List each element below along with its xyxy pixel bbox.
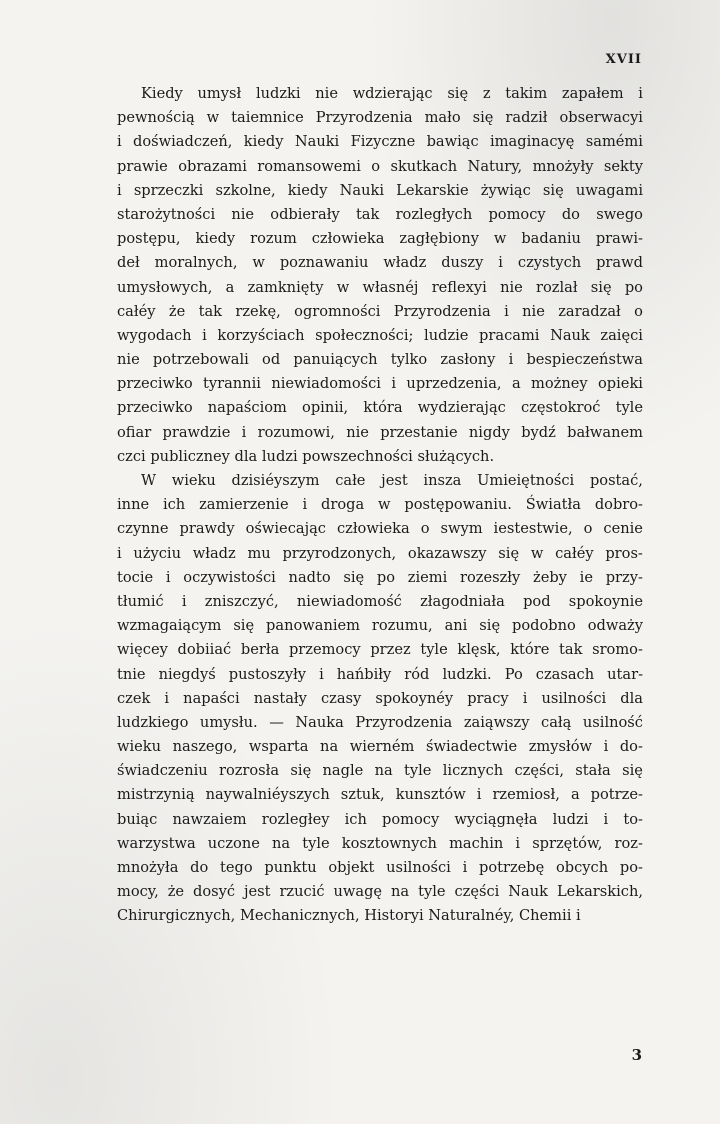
text-line: tocie i oczywistości nadto się po ziemi rozeszły żeby ie przy- xyxy=(117,568,643,586)
text-line: czci publiczney dla ludzi powszechności służących. xyxy=(117,447,495,465)
text-line: wzmagaiącym się panowaniem rozumu, ani się podobno odważy xyxy=(117,617,643,635)
text-line: wieku naszego, wsparta na wierném świadectwie zmysłów i do- xyxy=(117,738,643,756)
text-line: przeciwko tyrannii niewiadomości i uprzedzenia, a możney opieki xyxy=(117,375,643,393)
text-line: mnożyła do tego punktu objekt usilności i potrzebę obcych po- xyxy=(117,859,643,876)
text-line: i doświadczeń, kiedy Nauki Fizyczne bawiąc imaginacyę samémi xyxy=(117,133,643,151)
text-line: mistrzynią naywalniéyszych sztuk, kunsztów i rzemiosł, a potrze- xyxy=(117,786,643,804)
text-line: Kiedy umysł ludzki nie wdzierając się z takim zapałem i xyxy=(141,85,643,102)
page-number: 3 xyxy=(631,1046,642,1064)
text-line: prawie obrazami romansowemi o skutkach Natury, mnożyły sekty xyxy=(117,157,643,175)
paragraph-2 xyxy=(117,469,643,929)
paragraph-1 xyxy=(117,82,643,469)
text-line: inne ich zamierzenie i droga w postępowaniu. Światła dobro- xyxy=(117,496,643,514)
text-line: deł moralnych, w poznawaniu władz duszy i czystych prawd xyxy=(117,254,643,272)
text-line: Chirurgicznych, Mechanicznych, Historyi Naturalnéy, Chemii i xyxy=(117,907,581,925)
text-line: czek i napaści nastały czasy spokoynéy pracy i usilności dla xyxy=(117,689,643,707)
text-line: nie potrzebowali od panuiących tylko zasłony i bespieczeństwa xyxy=(117,351,643,369)
text-line: W wieku dzisiéyszym całe jest insza Umieiętności postać, xyxy=(141,472,643,489)
text-line: i sprzeczki szkolne, kiedy Nauki Lekarskie żywiąc się uwagami xyxy=(117,181,643,199)
text-line: ludzkiego umysłu. — Nauka Przyrodzenia zaiąwszy całą usilność xyxy=(117,713,643,731)
text-line: i użyciu władz mu przyrodzonych, okazawszy się w całéy pros- xyxy=(117,544,643,562)
text-line: warzystwa uczone na tyle kosztownych machin i sprzętów, roz- xyxy=(117,834,643,852)
text-line: czynne prawdy oświecając człowieka o swym iestestwie, o cenie xyxy=(117,520,643,538)
text-line: starożytności nie odbierały tak rozległych pomocy do swego xyxy=(117,205,643,223)
text-line: tłumić i zniszczyć, niewiadomość złagodniała pod spokoynie xyxy=(117,592,643,610)
text-line: przeciwko napaściom opinii, która wydzierając częstokroć tyle xyxy=(117,399,643,417)
text-line: całéy że tak rzekę, ogromności Przyrodzenia i nie zaradzał o xyxy=(117,302,643,320)
text-line: więcey dobiiać berła przemocy przez tyle klęsk, które tak sromo- xyxy=(117,641,643,659)
text-line: ofiar prawdzie i rozumowi, nie przestanie nigdy bydź bałwanem xyxy=(117,423,643,441)
text-line: mocy, że dosyć jest rzucić uwagę na tyle części Nauk Lekarskich, xyxy=(117,883,643,901)
text-line: pewnością w taiemnice Przyrodzenia mało się radził obserwacyi xyxy=(117,109,643,127)
text-line: wygodach i korzyściach społeczności; ludzie pracami Nauk zaięci xyxy=(117,326,643,344)
text-line: tnie niegdyś pustoszyły i hańbiły ród ludzki. Po czasach utar- xyxy=(117,665,643,683)
body-text xyxy=(117,82,643,929)
text-line: postępu, kiedy rozum człowieka zagłębiony w badaniu prawi- xyxy=(117,230,643,248)
text-line: umysłowych, a zamknięty w własnéj reflexyi nie rozlał się po xyxy=(117,278,643,296)
text-line: świadczeniu rozrosła się nagle na tyle licznych części, stała się xyxy=(117,762,643,780)
text-line: buiąc nawzaiem rozległey ich pomocy wyciągnęła ludzi i to- xyxy=(117,810,643,828)
running-head: XVII xyxy=(605,52,642,67)
